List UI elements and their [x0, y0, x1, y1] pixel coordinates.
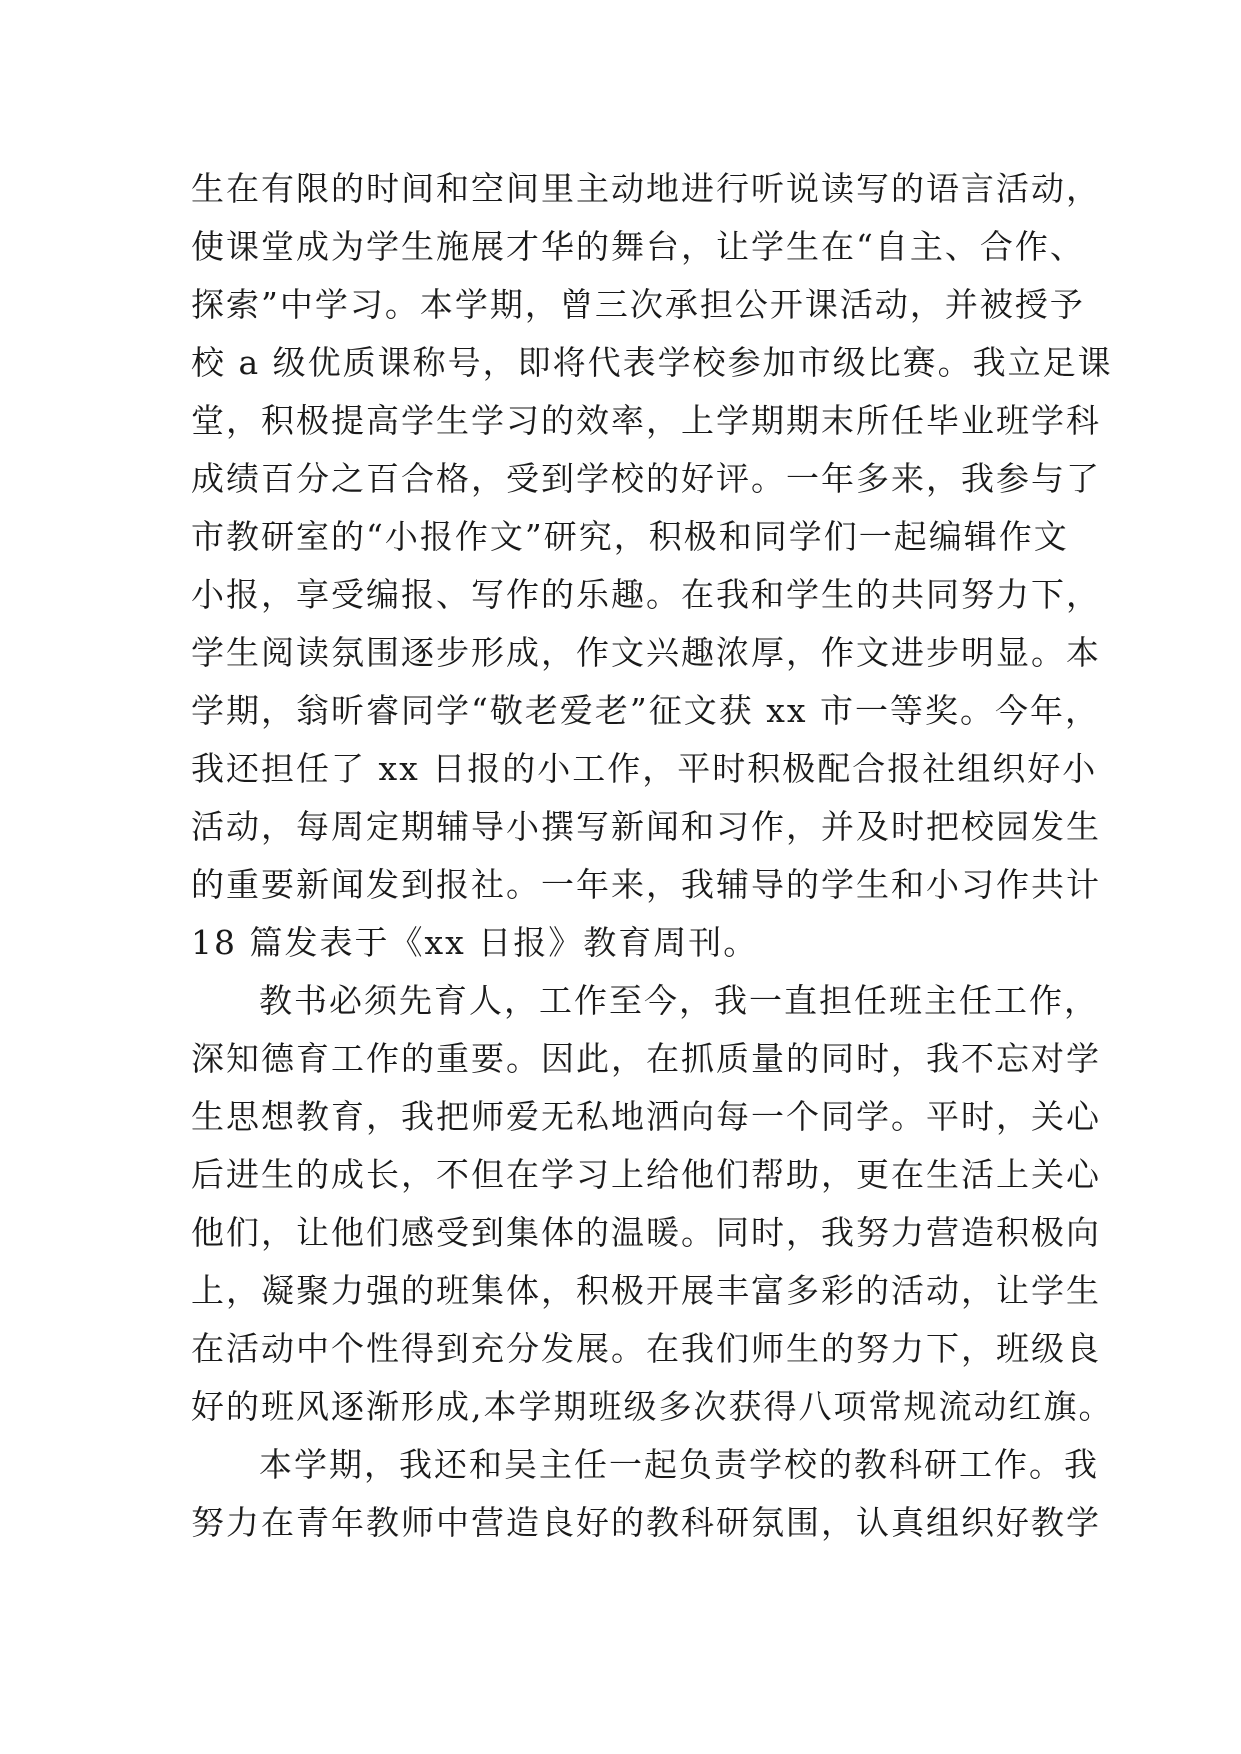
- text-line: 他们，让他们感受到集体的温暖。同时，我努力营造积极向: [191, 1213, 1101, 1252]
- text-line: 活动，每周定期辅导小撰写新闻和习作，并及时把校园发生: [191, 807, 1101, 846]
- text-line: 校 a 级优质课称号，即将代表学校参加市级比赛。我立足课: [191, 343, 1113, 382]
- text-line: 生思想教育，我把师爱无私地洒向每一个同学。平时，关心: [191, 1097, 1101, 1136]
- text-line: 探索”中学习。本学期，曾三次承担公开课活动，并被授予: [191, 285, 1085, 324]
- body-text: [191, 160, 1114, 1552]
- text-line: 上，凝聚力强的班集体，积极开展丰富多彩的活动，让学生: [191, 1271, 1101, 1310]
- text-line: 后进生的成长，不但在学习上给他们帮助，更在生活上关心: [191, 1155, 1101, 1194]
- text-line: 在活动中个性得到充分发展。在我们师生的努力下，班级良: [191, 1329, 1101, 1368]
- text-line: 小报，享受编报、写作的乐趣。在我和学生的共同努力下，: [191, 575, 1101, 614]
- text-line: 好的班风逐渐形成,本学期班级多次获得八项常规流动红旗。: [191, 1387, 1114, 1426]
- text-line: 深知德育工作的重要。因此，在抓质量的同时，我不忘对学: [191, 1039, 1101, 1078]
- text-line: 学期，翁昕睿同学“敬老爱老”征文获 xx 市一等奖。今年，: [191, 691, 1100, 730]
- text-line: 的重要新闻发到报社。一年来，我辅导的学生和小习作共计: [191, 865, 1101, 904]
- text-line: 成绩百分之百合格，受到学校的好评。一年多来，我参与了: [191, 459, 1101, 498]
- text-line: 18 篇发表于《xx 日报》教育周刊。: [191, 923, 759, 962]
- text-line: 堂，积极提高学生学习的效率，上学期期末所任毕业班学科: [191, 401, 1101, 440]
- text-line: 努力在青年教师中营造良好的教科研氛围，认真组织好教学: [191, 1503, 1101, 1542]
- text-line: 学生阅读氛围逐步形成，作文兴趣浓厚，作文进步明显。本: [191, 633, 1101, 672]
- paragraph-first-line: 教书必须先育人，工作至今，我一直担任班主任工作，: [259, 981, 1099, 1020]
- text-line: 使课堂成为学生施展才华的舞台，让学生在“自主、合作、: [191, 227, 1085, 266]
- text-line: 生在有限的时间和空间里主动地进行听说读写的语言活动，: [191, 169, 1101, 208]
- text-line: 市教研室的“小报作文”研究，积极和同学们一起编辑作文: [191, 517, 1069, 556]
- paragraph-first-line: 本学期，我还和吴主任一起负责学校的教科研工作。我: [259, 1445, 1099, 1484]
- text-line: 我还担任了 xx 日报的小工作，平时积极配合报社组织好小: [191, 749, 1098, 788]
